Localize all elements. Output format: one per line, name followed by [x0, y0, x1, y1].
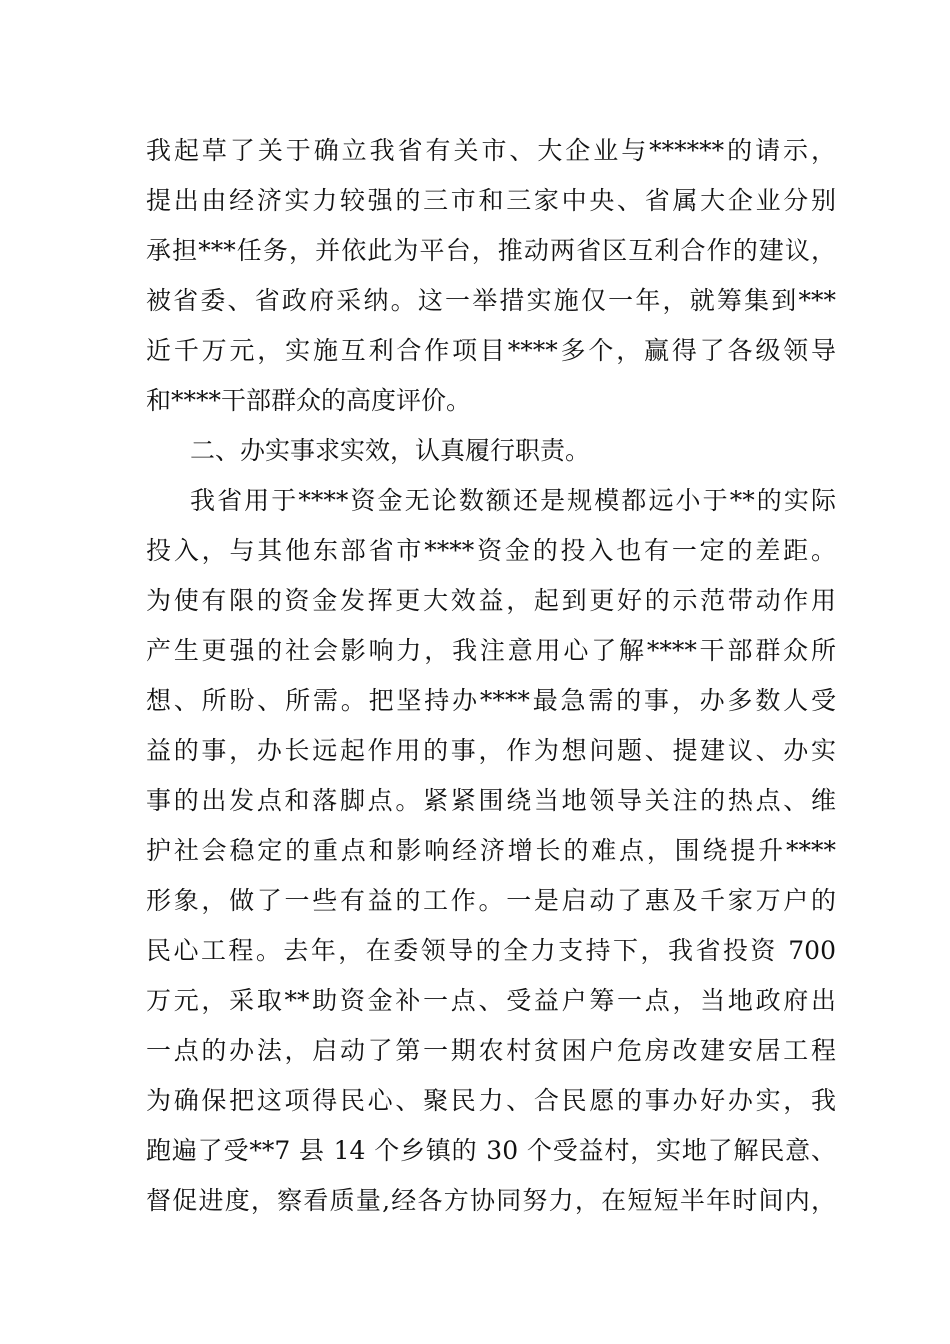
- text-line: 产生更强的社会影响力，我注意用心了解****干部群众所: [146, 636, 836, 665]
- text-line: 一点的办法，启动了第一期农村贫困户危房改建安居工程: [146, 1036, 836, 1065]
- text-line: 民心工程。去年，在委领导的全力支持下，我省投资 700: [146, 936, 836, 965]
- text-line: 督促进度，察看质量,经各方协同努力，在短短半年时间内，: [146, 1186, 836, 1215]
- text-line: 提出由经济实力较强的三市和三家中央、省属大企业分别: [146, 186, 836, 215]
- text-line: 为使有限的资金发挥更大效益，起到更好的示范带动作用: [146, 586, 836, 615]
- text-line: 事的出发点和落脚点。紧紧围绕当地领导关注的热点、维: [146, 786, 836, 815]
- text-line: 益的事，办长远起作用的事，作为想问题、提建议、办实: [146, 736, 836, 765]
- text-line: 护社会稳定的重点和影响经济增长的难点，围绕提升****: [146, 836, 836, 865]
- text-line: 和****干部群众的高度评价。: [146, 386, 472, 415]
- text-line: 被省委、省政府采纳。这一举措实施仅一年，就筹集到***: [146, 286, 836, 315]
- text-line: 承担***任务，并依此为平台，推动两省区互利合作的建议，: [146, 236, 836, 265]
- text-line: 为确保把这项得民心、聚民力、合民愿的事办好办实，我: [146, 1086, 836, 1115]
- text-line: 万元，采取**助资金补一点、受益户筹一点，当地政府出: [146, 986, 836, 1015]
- text-line: 想、所盼、所需。把坚持办****最急需的事，办多数人受: [146, 686, 836, 715]
- text-line: 近千万元，实施互利合作项目****多个，赢得了各级领导: [146, 336, 836, 365]
- section-heading: 二、办实事求实效，认真履行职责。: [190, 436, 591, 465]
- text-line: 跑遍了受**7 县 14 个乡镇的 30 个受益村，实地了解民意、: [146, 1136, 836, 1165]
- text-line: 我省用于****资金无论数额还是规模都远小于**的实际: [190, 486, 836, 515]
- text-line: 形象，做了一些有益的工作。一是启动了惠及千家万户的: [146, 886, 836, 915]
- text-line: 投入，与其他东部省市****资金的投入也有一定的差距。: [146, 536, 836, 565]
- text-line: 我起草了关于确立我省有关市、大企业与******的请示，: [146, 136, 836, 165]
